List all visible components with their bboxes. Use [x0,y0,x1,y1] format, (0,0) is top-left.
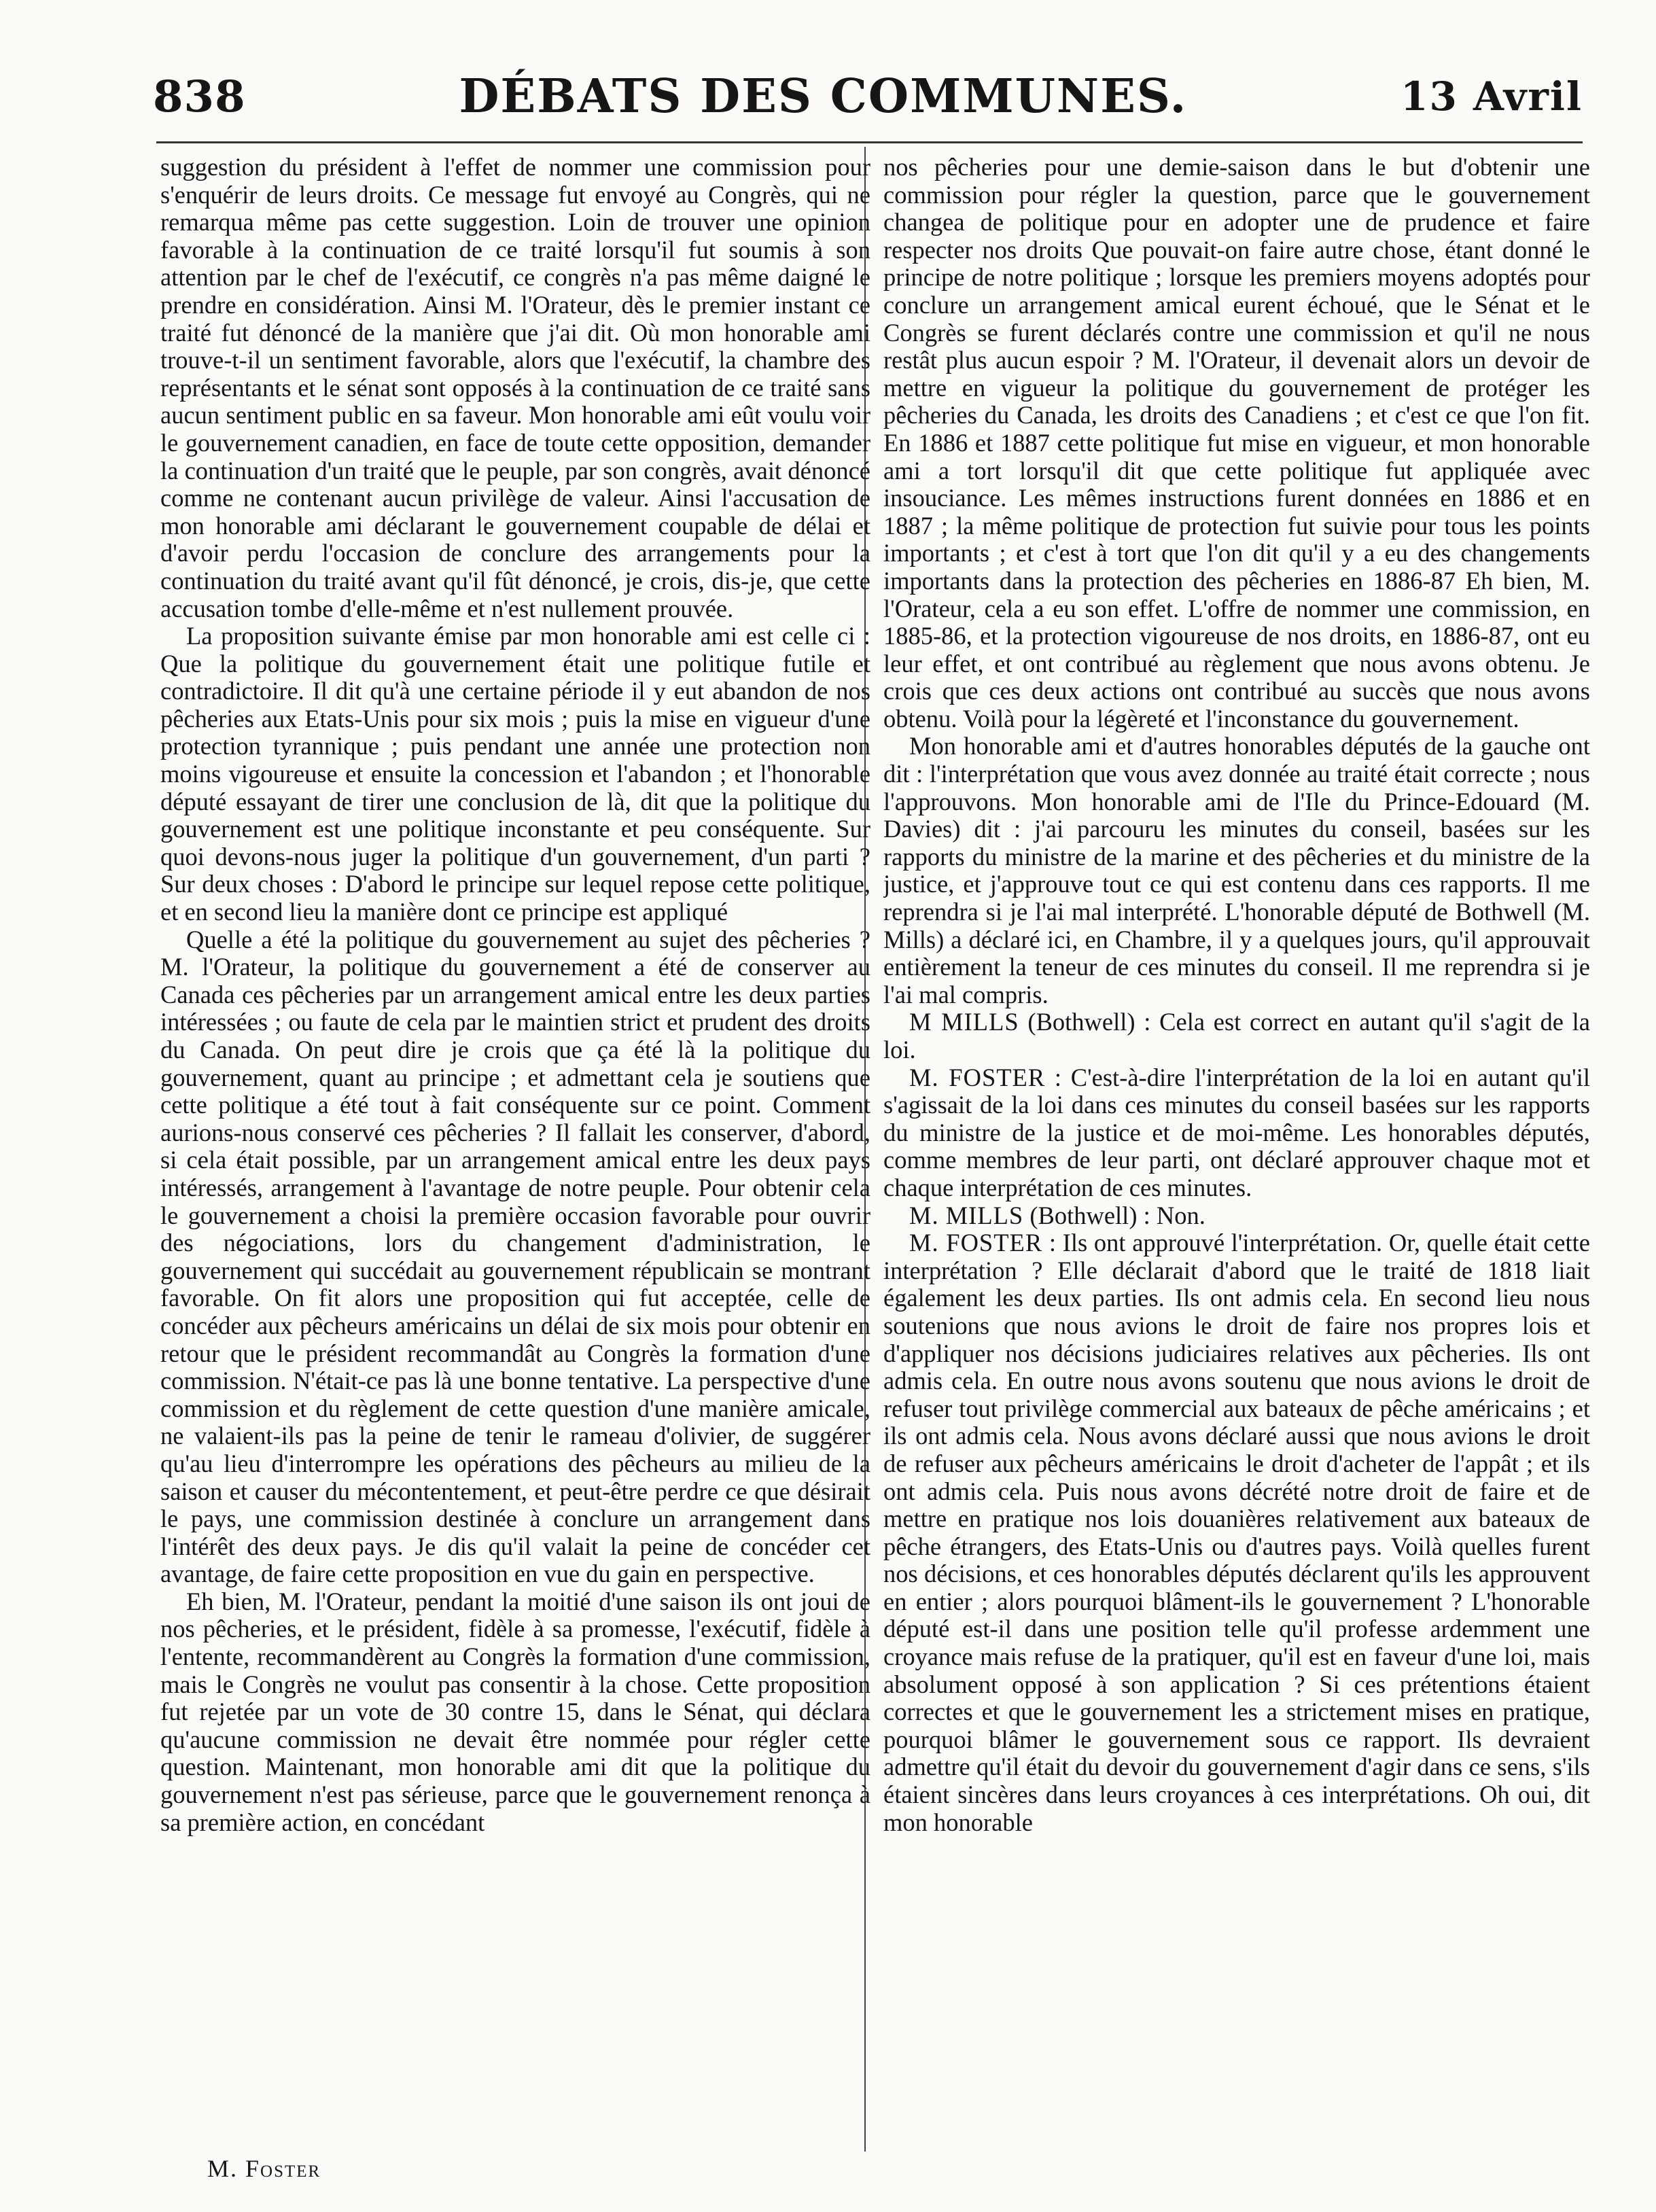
speech [883,1008,1590,1064]
page-number: 838 [153,71,246,122]
speech [883,1229,1590,1836]
speaker-name: M. MILLS [909,1201,1024,1229]
paragraph-text: Mon honorable ami et d'autres honorables députés de la gauche ont dit : l'interprétation que vous avez donnée au traité était correcte ; nous l'approuvons. Mon honorable ami de l'Ile du Prince-Edouard (M. Davies) dit : j'ai parcouru les minutes du conseil, basées sur les rapports du ministre de la marine et des pêcheries et du ministre de la justice, et j'approuve tout ce qui est contenu dans ces rapports. Il me reprendra si je l'ai mal interprété. L'honorable député de Bothwell (M. Mills) a déclaré ici, en Chambre, il y a quelques jours, qu'il approuvait entièrement la teneur de ces minutes du conseil. Il me reprendra si je l'ai mal compris. [883,732,1590,1008]
speech [883,1202,1590,1230]
paragraph [883,154,1590,733]
speech-text: : C'est-à-dire l'interprétation de la loi en autant qu'il s'agissait de la loi dans ces minutes du conseil basées sur les rapports du ministre de la justice et de moi-même. Les honorables députés, comme membres de leur parti, ont déclaré approuver chaque mot et chaque interprétation de ces minutes. [883,1063,1590,1201]
paragraph: La proposition suivante émise par mon honorable ami est celle ci : Que la politique du gouvernement était une politique futile et contradictoire. Il dit qu'à une certaine période il y eut abandon de nos pêcheries aux Etats-Unis pour six mois ; puis la mise en vigueur d'une protection tyrannique ; puis pendant une année une protection non moins vigoureuse et ensuite la concession et l'abandon ; et l'honorable député essayant de tirer une conclusion de là, dit que la politique du gouvernement est une politique inconstante et peu conséquente. Sur quoi devons-nous juger la politique d'un gouvernement, d'un parti ? Sur deux choses : D'abord le principe sur lequel repose cette politique, et en second lieu la manière dont ce principe est appliqué [160,622,870,926]
speech-text: : Ils ont approuvé l'interprétation. Or, quelle était cette interprétation ? Elle déclarait d'abord que le traité de 1818 liait également les deux parties. Ils ont admis cela. En second lieu nous soutenions que nous avions le droit de faire nos propres lois et d'appliquer nos décisions judiciaires relatives aux pêcheries. Ils ont admis cela. En outre nous avons soutenu que nous avions le droit de refuser tout privilège commercial aux bateaux de pêche américains ; et ils ont admis cela. Nous avons déclaré aussi que nous avions le droit de refuser aux pêcheurs américains le droit d'acheter de l'appât ; et ils ont admis cela. Puis nous avons décrété notre droit de faire et de mettre en pratique nos lois douanières relativement aux bateaux de pêche étrangers, des Etats-Unis ou d'autres pays. Voilà quelles furent nos décisions, et ces honorables députés déclarent qu'ils les approuvent en entier ; alors pourquoi blâment-ils le gouvernement ? L'honorable député est-il dans une position telle qu'il professe ardemment une croyance mais refuse de la pratiquer, qu'il est en faveur d'une loi, mais absolument opposé à son application ? Si ces prétentions étaient correctes et que le gouvernement les a strictement mises en pratique, pourquoi blâmer le gouvernement sous ce rapport. Ils devraient admettre qu'il était du devoir du gouvernement d'agir dans ce sens, s'ils étaient sincères dans leurs croyances à ces interprétations. Oh oui, dit mon honorable [883,1229,1590,1836]
paragraph: suggestion du président à l'effet de nommer une commission pour s'enquérir de leurs droits. Ce message fut envoyé au Congrès, qui ne remarqua même pas cette suggestion. Loin de trouver une opinion favorable à la continuation de ce traité lorsqu'il fut soumis à son attention par le chef de l'exécutif, ce congrès n'a pas même daigné le prendre en considération. Ainsi M. l'Orateur, dès le premier instant ce traité fut dénoncé de la manière que j'ai dit. Où mon honorable ami trouve-t-il un sentiment favorable, alors que l'exécutif, la chambre des représentants et le sénat sont opposés à la continuation de ce traité sans aucun sentiment public en sa faveur. Mon honorable ami eût voulu voir le gouvernement canadien, en face de toute cette opposition, demander la continuation d'un traité que le peuple, par son congrès, avait dénoncé comme ne contenant aucun privilège de valeur. Ainsi l'accusation de mon honorable ami déclarant le gouvernement coupable de délai et d'avoir perdu l'occasion de conclure des arrangements pour la continuation du traité avant qu'il fût dénoncé, je crois, dis-je, que cette accusation tombe d'elle-même et n'est nullement prouvée. [160,154,870,622]
speech-text: (Bothwell) : Non. [1023,1201,1205,1229]
page-title: DÉBATS DES COMMUNES. [459,69,1188,124]
footer-signature: M. Foster [207,2155,321,2182]
paragraph [883,733,1590,1008]
speech-text: (Bothwell) : Cela est correct en autant qu'il s'agit de la loi. [883,1008,1590,1064]
page-header [153,65,1583,128]
left-column [160,154,870,2152]
page-date: 13 Avril [1400,73,1583,120]
header-rule [156,141,1583,143]
paragraph-text: nos pêcheries pour une demie-saison dans le but d'obtenir une commission pour régler la question, parce que le gouvernement changea de politique pour en adopter une de prudence et faire respecter nos droits Que pouvait-on faire autre chose, étant donné le principe de notre politique ; lorsque les premiers moyens adoptés pour conclure un arrangement amical eurent échoué, que le Sénat et le Congrès se furent déclarés contre une commission et qu'il ne nous restât plus aucun espoir ? M. l'Orateur, il devenait alors un devoir de mettre en vigueur la politique du gouvernement de protéger les pêcheries du Canada, les droits des Canadiens ; et c'est ce que l'on fit. En 1886 et 1887 cette politique fut mise en vigueur, et mon honorable ami a tort lorsqu'il dit que cette politique fut appliquée avec insouciance. Les mêmes instructions furent données en 1886 et en 1887 ; la même politique de protection fut suivie pour tous les points importants ; et c'est à tort que l'on dit qu'il y a eu des changements importants dans la protection des pêcheries en 1886-87 Eh bien, M. l'Orateur, cela a eu son effet. L'offre de nommer une commission, en 1885-86, et la protection vigoureuse de nos droits, en 1886-87, ont eu leur effet, et ont contribué au règlement que nous avons obtenu. Je crois que ces deux actions ont contribué au succès que nous avons obtenu. Voilà pour la légèreté et l'inconstance du gouvernement. [883,154,1590,733]
speaker-name: M. FOSTER [909,1063,1046,1091]
paragraph: Quelle a été la politique du gouvernement au sujet des pêcheries ? M. l'Orateur, la politique du gouvernement a été de conserver au Canada ces pêcheries par un arrangement amical entre les deux parties intéressées ; ou faute de cela par le maintien strict et prudent des droits du Canada. On peut dire je crois que ça été là la politique du gouvernement, quant au principe ; et admettant cela je soutiens que cette politique a été tout à fait conséquente sur ce point. Comment aurions-nous conservé ces pêcheries ? Il fallait les conserver, d'abord, si cela était possible, par un arrangement amical entre les deux pays intéressés, arrangement à l'avantage de notre peuple. Pour obtenir cela le gouvernement a choisi la première occasion favorable pour ouvrir des négociations, lors du changement d'administration, le gouvernement qui succédait au gouvernement républicain se montrant favorable. On fit alors une proposition qui fut acceptée, celle de concéder aux pêcheurs américains un délai de six mois pour obtenir en retour que le président recommandât au Congrès la formation d'une commission. N'était-ce pas là une bonne tentative. La perspective d'une commission et du règlement de cette question d'une manière amicale, ne valaient-ils pas la peine de tenir le rameau d'olivier, de suggérer qu'au lieu d'interrompre les opérations des pêcheurs au milieu de la saison et causer du mécontentement, et peut-être perdre ce que désirait le pays, une commission destinée à conclure un arrangement dans l'intérêt des deux pays. Je dis qu'il valait la peine de concéder cet avantage, de faire cette proposition en vue du gain en perspective. [160,925,870,1588]
speaker-name: M MILLS [909,1008,1019,1036]
speaker-name: M. FOSTER [909,1229,1043,1257]
right-column [883,154,1590,2152]
speech [883,1064,1590,1202]
paragraph: Eh bien, M. l'Orateur, pendant la moitié d'une saison ils ont joui de nos pêcheries, et le président, fidèle à sa promesse, l'exécutif, fidèle à l'entente, recommandèrent au Congrès la formation d'une commission, mais le Congrès ne voulut pas consentir à la chose. Cette proposition fut rejetée par un vote de 30 contre 15, dans le Sénat, qui déclara qu'aucune commission ne devait être nommée pour régler cette question. Maintenant, mon honorable ami dit que la politique du gouvernement n'est pas sérieuse, parce que le gouvernement renonça à sa première action, en concédant [160,1587,870,1836]
